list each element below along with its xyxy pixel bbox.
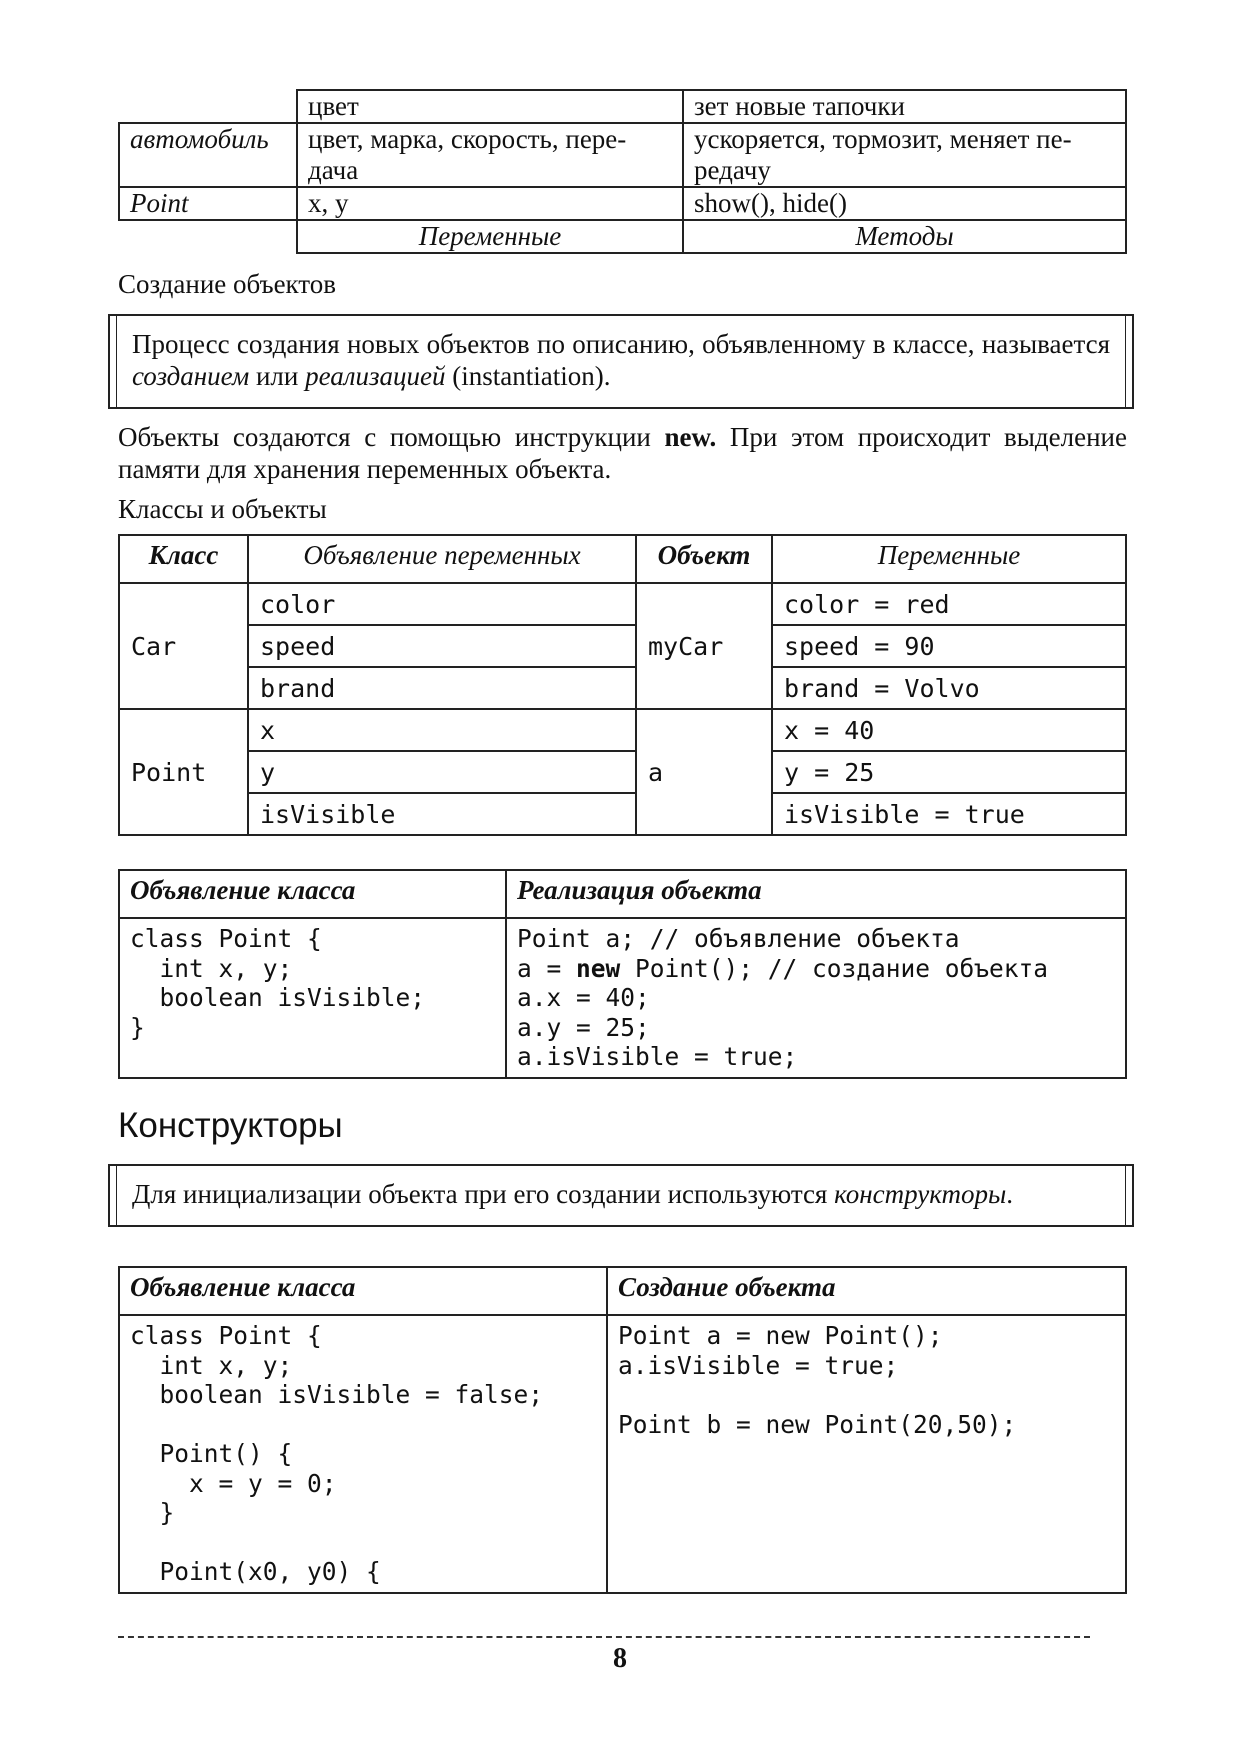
table-footer-cell: Переменные <box>297 220 683 253</box>
declaration-cell: brand <box>248 667 636 709</box>
table-row <box>119 1315 1126 1593</box>
code-class-declaration: class Point { int x, y; boolean isVisible = false; Point() { x = y = 0; } Point(x0, y0) { <box>119 1315 607 1593</box>
code-object-instantiation: Point a; // объявление объекта a = new Point(); // создание объекта a.x = 40; a.y = 25; a.isVisible = true; <box>506 918 1126 1078</box>
definition-text: Для инициализации объекта при его создании используются конструкторы. <box>132 1179 1014 1209</box>
table-footer-cell: Методы <box>683 220 1126 253</box>
definition-text: Процесс создания новых объектов по описанию, объявленному в классе, называется созданием или реализацией (instantiation). <box>132 329 1110 391</box>
declaration-cell: isVisible <box>248 793 636 835</box>
declaration-cell: x <box>248 709 636 751</box>
properties-methods-table <box>118 89 1127 254</box>
table-cell: зет новые тапочки <box>683 90 1126 123</box>
header-object-creation: Создание объекта <box>607 1267 1126 1315</box>
table-cell: show(), hide() <box>683 187 1126 220</box>
section-title-constructors: Конструкторы <box>118 1106 343 1145</box>
table-header-row <box>119 535 1126 583</box>
table-row <box>119 751 1126 793</box>
table-row <box>119 709 1126 751</box>
declaration-cell: speed <box>248 625 636 667</box>
table-header-row <box>119 870 1126 918</box>
class-cell: Point <box>119 709 248 835</box>
table-cell: Point <box>119 187 297 220</box>
value-cell: y = 25 <box>772 751 1126 793</box>
declaration-cell: color <box>248 583 636 625</box>
header-class-declaration: Объявление класса <box>119 1267 607 1315</box>
header-class: Класс <box>119 535 248 583</box>
table-row <box>119 583 1126 625</box>
definition-box <box>108 314 1134 409</box>
constructor-example-table <box>118 1266 1127 1594</box>
table-row <box>119 90 1126 123</box>
table-cell: автомобиль <box>119 123 297 187</box>
object-cell: a <box>636 709 772 835</box>
header-variables: Переменные <box>772 535 1126 583</box>
table-row <box>119 123 1126 187</box>
value-cell: isVisible = true <box>772 793 1126 835</box>
code-class-declaration: class Point { int x, y; boolean isVisible; } <box>119 918 506 1078</box>
table-cell: ускоряется, тормозит, меняет пе-редачу <box>683 123 1126 187</box>
header-object: Объект <box>636 535 772 583</box>
table-row <box>119 625 1126 667</box>
label-creation: Создание объектов <box>118 269 337 299</box>
definition-box-constructors <box>108 1164 1134 1227</box>
value-cell: brand = Volvo <box>772 667 1126 709</box>
class-declaration-instantiation-table <box>118 869 1127 1079</box>
code-object-creation: Point a = new Point(); a.isVisible = true; Point b = new Point(20,50); <box>607 1315 1126 1593</box>
declaration-cell: y <box>248 751 636 793</box>
header-object-instantiation: Реализация объекта <box>506 870 1126 918</box>
table-row <box>119 793 1126 835</box>
table-cell <box>119 90 297 123</box>
paragraph-new: Объекты создаются с помощью инструкции new. При этом происходит выделение памяти для хранения переменных объекта. <box>118 422 1127 484</box>
table-header-row <box>119 1267 1126 1315</box>
value-cell: color = red <box>772 583 1126 625</box>
value-cell: speed = 90 <box>772 625 1126 667</box>
label-classes-objects: Классы и объекты <box>118 494 327 524</box>
table-footer-row <box>119 220 1126 253</box>
table-cell: цвет, марка, скорость, пере-дача <box>297 123 683 187</box>
class-cell: Car <box>119 583 248 709</box>
table-cell: x, y <box>297 187 683 220</box>
table-row <box>119 918 1126 1078</box>
value-cell: x = 40 <box>772 709 1126 751</box>
page-number: 8 <box>613 1643 627 1674</box>
table-cell <box>119 220 297 253</box>
table-row <box>119 187 1126 220</box>
footer-divider <box>118 1636 1090 1638</box>
header-class-declaration: Объявление класса <box>119 870 506 918</box>
object-cell: myCar <box>636 583 772 709</box>
header-declaration: Объявление переменных <box>248 535 636 583</box>
classes-objects-table <box>118 534 1127 836</box>
table-cell: цвет <box>297 90 683 123</box>
table-row <box>119 667 1126 709</box>
